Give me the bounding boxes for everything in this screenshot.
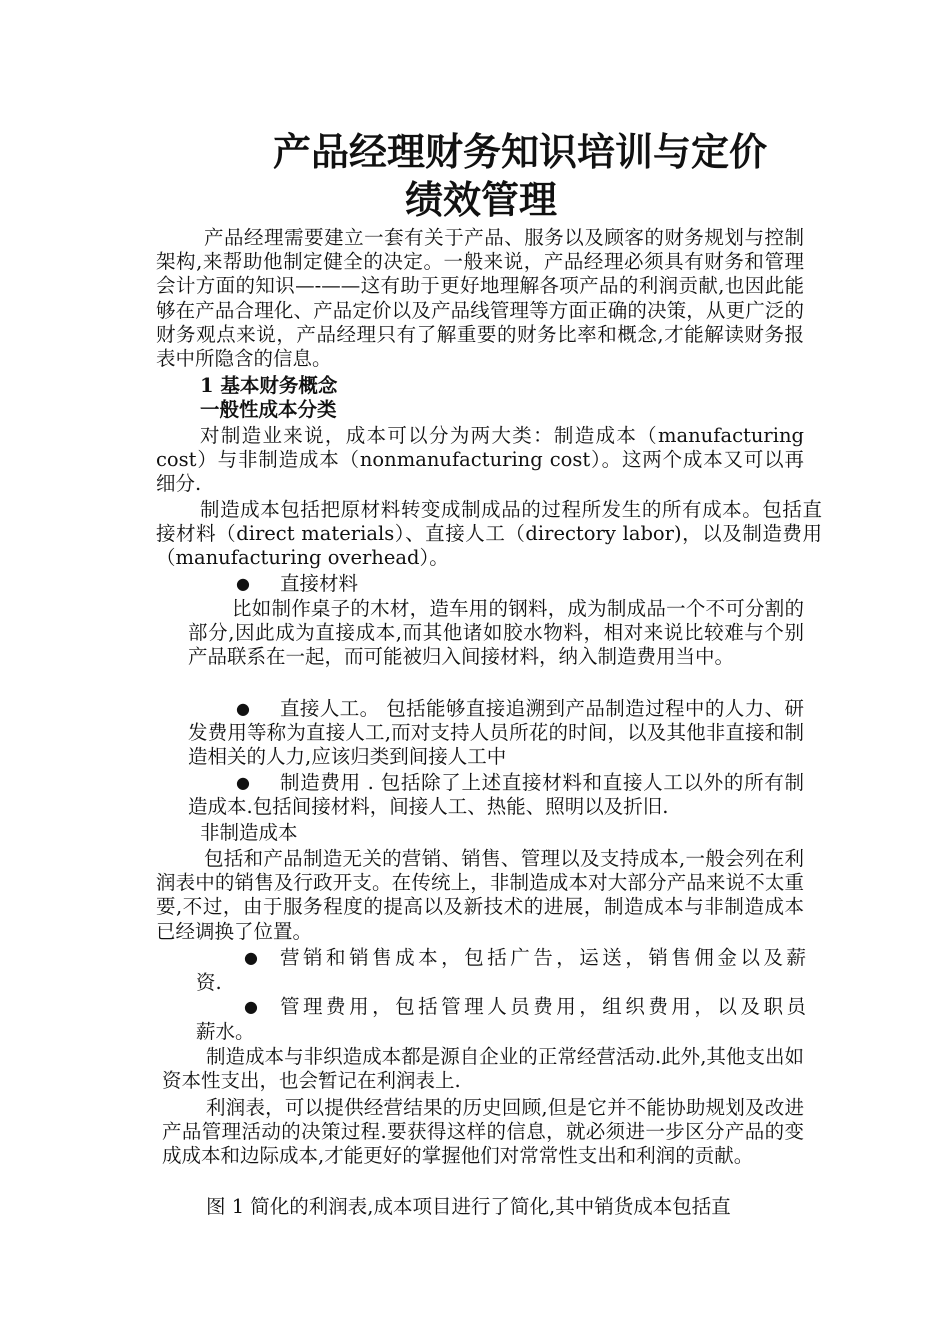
bullet-dot-icon: ● bbox=[236, 574, 250, 593]
bullet-dot-icon: ● bbox=[244, 948, 258, 967]
bullet-direct-materials-label: 直接材料 bbox=[280, 572, 359, 595]
figure1-paragraph: 图 1 简化的利润表,成本项目进行了简化,其中销货成本包括直 bbox=[206, 1195, 731, 1218]
bullet-dot-icon: ● bbox=[236, 773, 250, 792]
income-statement-paragraph: 利润表，可以提供经营结果的历史回顾,但是它并不能协助规划及改进产品管理活动的决策过程.要获得这样的信息，就必须进一步区分产品的变成成本和边际成本,才能更好的掌握他们对常常性支出和利润的贡献。 bbox=[162, 1096, 804, 1168]
bullet-dot-icon: ● bbox=[244, 997, 258, 1016]
bullet-dot-icon: ● bbox=[236, 699, 250, 718]
section-heading-basic-finance: 1 基本财务概念 bbox=[200, 374, 338, 397]
bullet-admin-line1: 管理费用，包括管理人员费用，组织费用，以及职员 bbox=[280, 995, 806, 1018]
subsection-heading-cost-classification: 一般性成本分类 bbox=[200, 398, 337, 421]
bullet-admin-line2: 薪水。 bbox=[196, 1020, 255, 1043]
nonmanufacturing-paragraph: 包括和产品制造无关的营销、销售、管理以及支持成本,一般会列在利润表中的销售及行政开支。在传统上，非制造成本对大部分产品来说不太重要,不过，由于服务程度的提高以及新技术的进展，制造成本与非制造成本已经调换了位置。 bbox=[156, 847, 804, 943]
bullet-marketing-line1: 营销和销售成本，包括广告，运送，销售佣金以及薪 bbox=[280, 946, 806, 969]
bullet-marketing-line2: 资. bbox=[196, 971, 222, 994]
subsection-heading-nonmanufacturing: 非制造成本 bbox=[200, 821, 298, 844]
direct-materials-paragraph: 比如制作桌子的木材，造车用的钢料，成为制成品一个不可分割的部分,因此成为直接成本,而其他诸如胶水物料，相对来说比较难与个别产品联系在一起，而可能被归入间接材料，纳入制造费用当中。 bbox=[188, 597, 804, 669]
document-title-line1: 产品经理财务知识培训与定价 bbox=[272, 129, 767, 174]
bullet-direct-labor: 直接人工。 包括能够直接追溯到产品制造过程中的人力、研发费用等称为直接人工,而对支持人员所花的时间，以及其他非直接和制造相关的人力,应该归类到间接人工中 bbox=[188, 697, 804, 769]
normal-operations-paragraph: 制造成本与非织造成本都是源自企业的正常经营活动.此外,其他支出如资本性支出，也会暂记在利润表上. bbox=[162, 1045, 804, 1093]
bullet-manufacturing-overhead: 制造费用 . 包括除了上述直接材料和直接人工以外的所有制造成本.包括间接材料，间接人工、热能、照明以及折旧. bbox=[188, 771, 804, 819]
document-title-line2: 绩效管理 bbox=[404, 177, 557, 222]
manufacturing-cost-paragraph: 制造成本包括把原材料转变成制成品的过程所发生的所有成本。包括直接材料（direct materials）、直接人工（directory labor)，以及制造费用（manufacturing overhead）。 bbox=[156, 498, 822, 570]
intro-paragraph: 产品经理需要建立一套有关于产品、服务以及顾客的财务规划与控制架构,来帮助他制定健全的决定。一般来说，产品经理必须具有财务和管理会计方面的知识—-——这有助于更好地理解各项产品的利润贡献,也因此能够在产品合理化、产品定价以及产品线管理等方面正确的决策，从更广泛的财务观点来说，产品经理只有了解重要的财务比率和概念,才能解读财务报表中所隐含的信息。 bbox=[156, 226, 804, 371]
classification-paragraph: 对制造业来说，成本可以分为两大类：制造成本（manufacturing cost）与非制造成本（nonmanufacturing cost）。这两个成本又可以再细分. bbox=[156, 424, 804, 496]
